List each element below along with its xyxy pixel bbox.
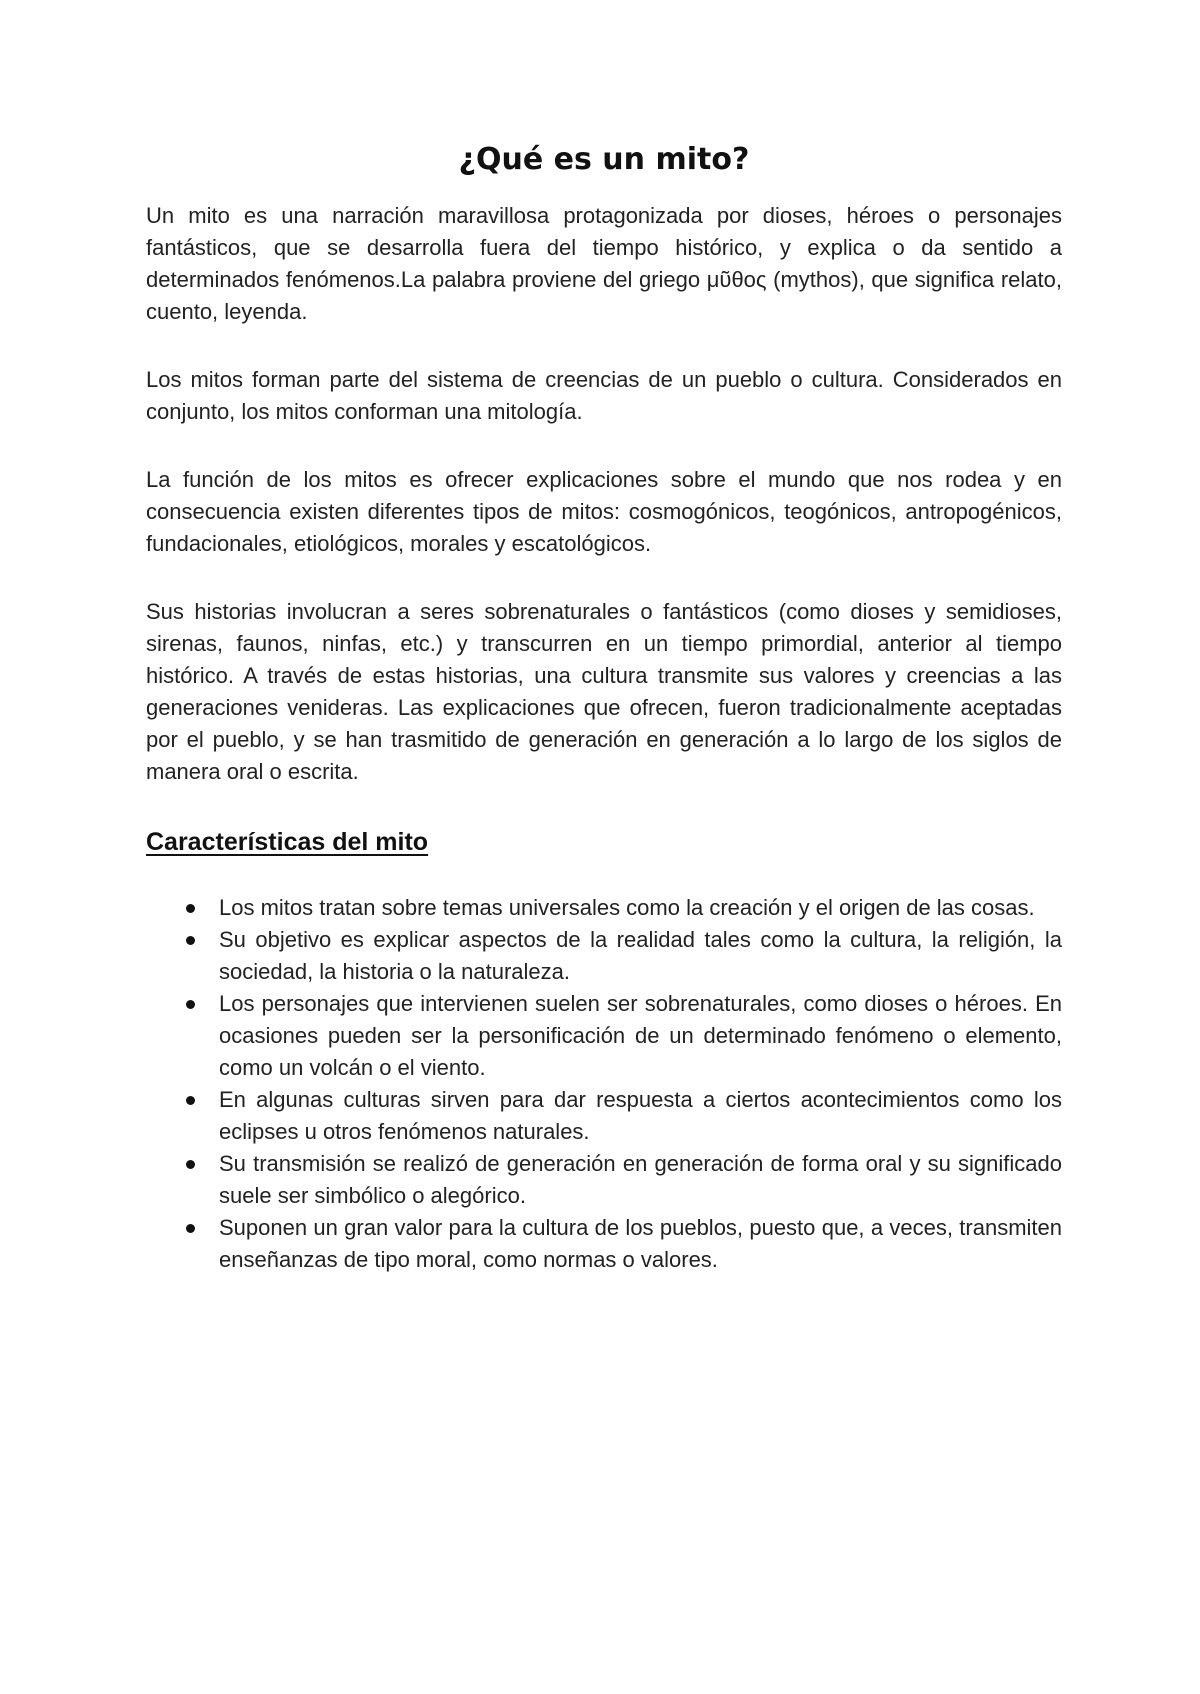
list-item — [146, 924, 1062, 988]
section-heading: Características del mito — [146, 828, 429, 856]
document-title: ¿Qué es un mito? — [458, 142, 750, 177]
list-item-text: Los mitos tratan sobre temas universales como la creación y el origen de las cosas. — [219, 895, 1035, 920]
list-item-text: Los personajes que intervienen suelen ser sobrenaturales, como dioses o héroes. En ocasiones pueden ser la personificación de un determinado fenómeno o elemento, como un volcán o el viento. — [219, 991, 1062, 1080]
list-item — [146, 1084, 1062, 1148]
list-item — [146, 892, 1062, 924]
list-item-text: En algunas culturas sirven para dar respuesta a ciertos acontecimientos como los eclipses u otros fenómenos naturales. — [219, 1087, 1062, 1144]
list-item — [146, 1148, 1062, 1212]
document-body — [146, 140, 1062, 1276]
list-item-text: Suponen un gran valor para la cultura de los pueblos, puesto que, a veces, transmiten enseñanzas de tipo moral, como normas o valores. — [219, 1215, 1062, 1272]
bullet-icon — [186, 1224, 195, 1233]
paragraph-stories: Sus historias involucran a seres sobrenaturales o fantásticos (como dioses y semidioses, sirenas, faunos, ninfas, etc.) y transcurren en un tiempo primordial, anterior al tiempo histórico. A través de estas historias, una cultura transmite sus valores y creencias a las generaciones venideras. Las explicaciones que ofrecen, fueron tradicionalmente aceptadas por el pueblo, y se han trasmitido de generación en generación a lo largo de los siglos de manera oral o escrita. — [146, 599, 1062, 784]
list-item — [146, 988, 1062, 1084]
bullet-icon — [186, 904, 195, 913]
bullet-icon — [186, 1096, 195, 1105]
paragraph-belief-system: Los mitos forman parte del sistema de creencias de un pueblo o cultura. Considerados en conjunto, los mitos conforman una mitología. — [146, 367, 1062, 424]
bullet-icon — [186, 1000, 195, 1009]
bullet-icon — [186, 936, 195, 945]
bullet-icon — [186, 1160, 195, 1169]
list-item — [146, 1212, 1062, 1276]
paragraph-definition: Un mito es una narración maravillosa protagonizada por dioses, héroes o personajes fantásticos, que se desarrolla fuera del tiempo histórico, y explica o da sentido a determinados fenómenos.La palabra proviene del griego μῦθος (mythos), que significa relato, cuento, leyenda. — [146, 203, 1062, 324]
paragraph-function: La función de los mitos es ofrecer explicaciones sobre el mundo que nos rodea y en consecuencia existen diferentes tipos de mitos: cosmogónicos, teogónicos, antropogénicos, fundacionales, etiológicos, morales y escatológicos. — [146, 467, 1062, 556]
list-item-text: Su objetivo es explicar aspectos de la realidad tales como la cultura, la religión, la sociedad, la historia o la naturaleza. — [219, 927, 1062, 984]
list-item-text: Su transmisión se realizó de generación en generación de forma oral y su significado suele ser simbólico o alegórico. — [219, 1151, 1062, 1208]
characteristics-list — [146, 892, 1062, 1276]
